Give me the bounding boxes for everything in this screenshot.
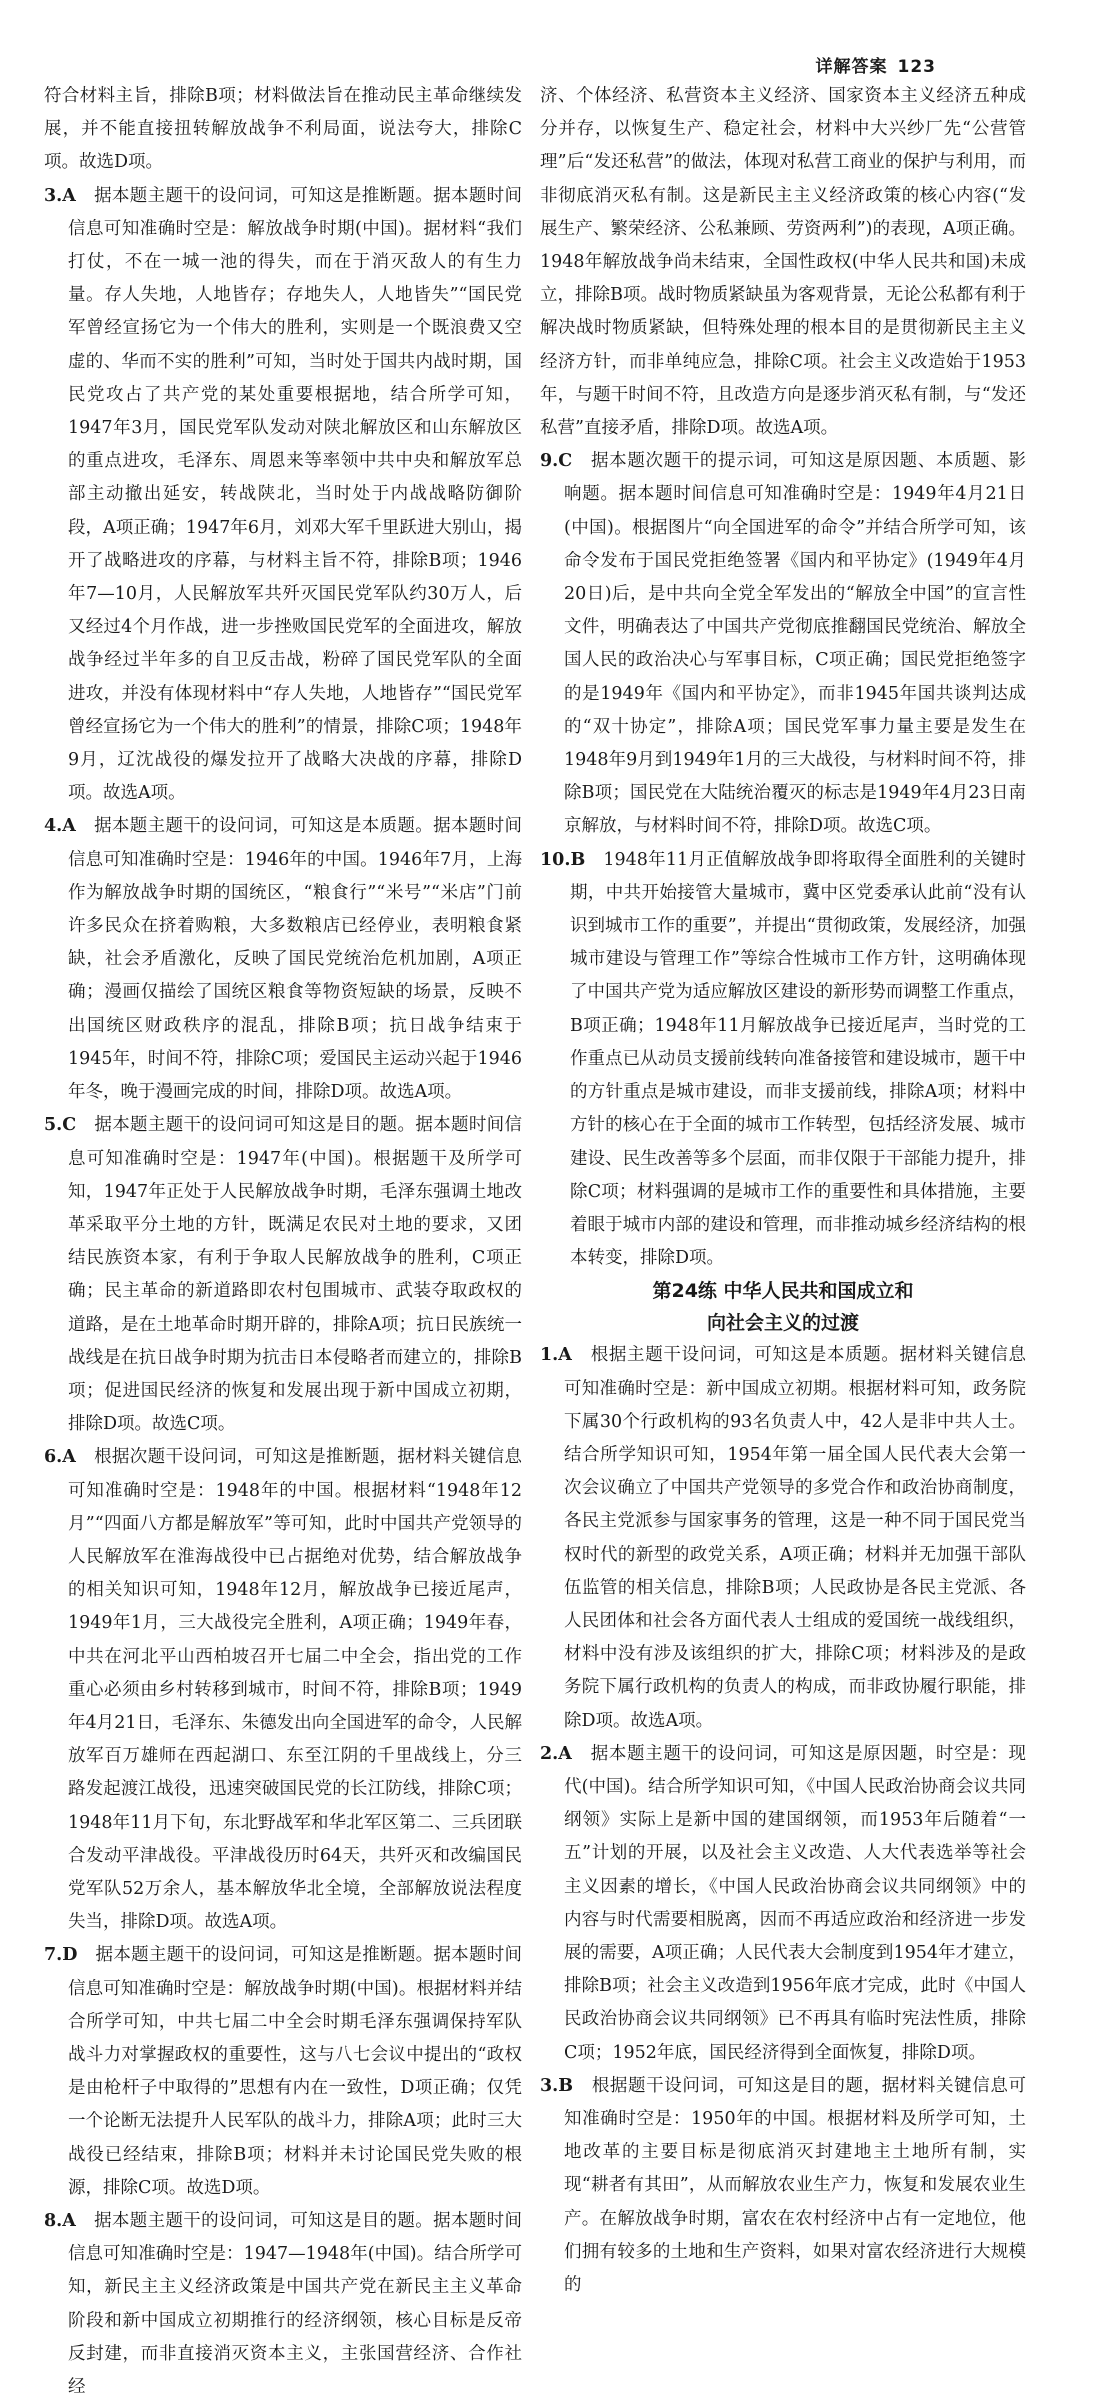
answer-number: 8.A: [44, 2211, 76, 2231]
continuation-paragraph: 济、个体经济、私营资本主义经济、国家资本主义经济五种成分并存，以恢复生产、稳定社会，材料中大兴纱厂先“公营管理”后“发还私营”的做法，体现对私营工商业的保护与利用，而非彻底消灭私有制。这是新民主主义经济政策的核心内容(“发展生产、繁荣经济、公私兼顾、劳资两利”)的表现，A项正确。1948年解放战争尚未结束，全国性政权(中华人民共和国)未成立，排除B项。战时物质紧缺虽为客观背景，无论公私都有利于解决战时物质紧缺，但特殊处理的根本目的是贯彻新民主主义经济方针，而非单纯应急，排除C项。社会主义改造始于1953年，与题干时间不符，且改造方向是逐步消灭私有制，与“发还私营”直接矛盾，排除D项。故选A项。: [540, 86, 1026, 439]
answer-item: [540, 2070, 1026, 2302]
page-header: [816, 52, 937, 77]
answer-item: [540, 1339, 1026, 1737]
answer-item: [540, 445, 1026, 843]
answer-text: 据本题主题干的设问词，可知这是本质题。据本题时间信息可知准确时空是：1946年的中国。1946年7月，上海作为解放战争时期的国统区，“粮食行”“米号”“米店”门前许多民众在挤着购粮，大多数粮店已经停业，表明粮食紧缺，社会矛盾激化，反映了国民党统治危机加剧，A项正确；漫画仅描绘了国统区粮食等物资短缺的场景，反映不出国统区财政秩序的混乱，排除B项；抗日战争结束于1945年，时间不符，排除C项；爱国民主运动兴起于1946年冬，晚于漫画完成的时间，排除D项。故选A项。: [68, 816, 523, 1103]
answer-item: [540, 844, 1026, 1276]
answer-item: [540, 1738, 1026, 2070]
section-title-line2: 向社会主义的过渡: [706, 1312, 859, 1335]
page-number: 123: [897, 57, 936, 77]
section-title-line1: 第24练 中华人民共和国成立和: [652, 1280, 914, 1303]
answer-text: 据本题主题干的设问词，可知这是推断题。据本题时间信息可知准确时空是：解放战争时期(中国)。根据材料并结合所学可知，中共七届二中全会时期毛泽东强调保持军队战斗力对掌握政权的重要性，这与八七会议中提出的“政权是由枪杆子中取得的”思想有内在一致性，D项正确；仅凭一个论断无法提升人民军队的战斗力，排除A项；此时三大战役已经结束，排除B项；材料并未讨论国民党失败的根源，排除C项。故选D项。: [68, 1945, 523, 2198]
answer-text: 据本题次题干的提示词，可知这是原因题、本质题、影响题。据本题时间信息可知准确时空是：1949年4月21日(中国)。根据图片“向全国进军的命令”并结合所学可知，该命令发布于国民党拒绝签署《国内和平协定》(1949年4月20日)后，是中共向全党全军发出的“解放全中国”的宣言性文件，明确表达了中国共产党彻底推翻国民党统治、解放全国人民的政治决心与军事目标，C项正确；国民党拒绝签字的是1949年《国内和平协定》，而非1945年国共谈判达成的“双十协定”，排除A项；国民党军事力量主要是发生在1948年9月到1949年1月的三大战役，与材料时间不符，排除B项；国民党在大陆统治覆灭的标志是1949年4月23日南京解放，与材料时间不符，排除D项。故选C项。: [564, 451, 1027, 837]
answer-item: [44, 1939, 522, 2205]
answer-item: [44, 810, 522, 1109]
header-title: 详解答案: [815, 57, 888, 77]
answer-text: 据本题主题干的设问词可知这是目的题。据本题时间信息可知准确时空是：1947年(中国)。根据题干及所学可知，1947年正处于人民解放战争时期，毛泽东强调土地改革采取平分土地的方针，既满足农民对土地的要求，又团结民族资本家，有利于争取人民解放战争的胜利，C项正确；民主革命的新道路即农村包围城市、武装夺取政权的道路，是在土地革命时期开辟的，排除A项；抗日民族统一战线是在抗日战争时期为抗击日本侵略者而建立的，排除B项；促进国民经济的恢复和发展出现于新中国成立初期，排除D项。故选C项。: [68, 1115, 523, 1435]
answer-text: 据本题主题干的设问词，可知这是推断题。据本题时间信息可知准确时空是：解放战争时期(中国)。据材料“我们打仗，不在一城一池的得失，而在于消灭敌人的有生力量。存人失地，人地皆存；存地失人，人地皆失”“国民党军曾经宣扬它为一个伟大的胜利，实则是一个既浪费又空虚的、华而不实的胜利”可知，当时处于国共内战时期，国民党攻占了共产党的某处重要根据地，结合所学可知，1947年3月，国民党军队发动对陕北解放区和山东解放区的重点进攻，毛泽东、周恩来等率领中共中央和解放军总部主动撤出延安，转战陕北，当时处于内战战略防御阶段，A项正确；1947年6月，刘邓大军千里跃进大别山，揭开了战略进攻的序幕，与材料主旨不符，排除B项；1946年7—10月，人民解放军共歼灭国民党军队约30万人，后又经过4个月作战，进一步挫败国民党军的全面进攻，解放战争经过半年多的自卫反击战，粉碎了国民党军队的全面进攻，并没有体现材料中“存人失地，人地皆存”“国民党军曾经宣扬它为一个伟大的胜利”的情景，排除C项；1948年9月，辽沈战役的爆发拉开了战略大决战的序幕，排除D项。故选A项。: [68, 185, 523, 804]
answer-text: 1948年11月正值解放战争即将取得全面胜利的关键时期，中共开始接管大量城市，冀中区党委承认此前“没有认识到城市工作的重要”，并提出“贯彻政策，发展经济，加强城市建设与管理工作”等综合性城市工作方针，这明确体现了中国共产党为适应解放区建设的新形势而调整工作重点，B项正确；1948年11月解放战争已接近尾声，当时党的工作重点已从动员支援前线转向准备接管和建设城市，题干中的方针重点是城市建设，而非支援前线，排除A项；材料中方针的核心在于全面的城市工作转型，包括经济发展、城市建设、民生改善等多个层面，而非仅限于干部能力提升，排除C项；材料强调的是城市工作的重要性和具体措施，主要着眼于城市内部的建设和管理，而非推动城乡经济结构的根本转变，排除D项。: [570, 849, 1026, 1269]
answer-number: 5.C: [44, 1115, 77, 1136]
left-column: [44, 80, 522, 2404]
answer-number: 4.A: [44, 816, 76, 837]
answer-text: 根据主题干设问词，可知这是本质题。据材料关键信息可知准确时空是：新中国成立初期。根据材料可知，政务院下属30个行政机构的93名负责人中，42人是非中共人士。结合所学知识可知，1954年第一届全国人民代表大会第一次会议确立了中国共产党领导的多党合作和政治协商制度，各民主党派参与国家事务的管理，这是一种不同于国民党当权时代的新型的政党关系，A项正确；材料并无加强干部队伍监管的相关信息，排除B项；人民政协是各民主党派、各人民团体和社会各方面代表人士组成的爱国统一战线组织，材料中没有涉及该组织的扩大，排除C项；材料涉及的是政务院下属行政机构的负责人的构成，而非政协履行职能，排除D项。故选A项。: [564, 1345, 1027, 1731]
answer-text: 根据题干设问词，可知这是目的题，据材料关键信息可知准确时空是：1950年的中国。根据材料及所学可知，土地改革的主要目标是彻底消灭封建地主土地所有制，实现“耕者有其田”，从而解放农业生产力，恢复和发展农业生产。在解放战争时期，富农在农村经济中占有一定地位，他们拥有较多的土地和生产资料，如果对富农经济进行大规模的: [564, 2075, 1027, 2295]
answer-item: [44, 180, 522, 811]
answer-number: 9.C: [540, 451, 573, 472]
answer-text: 据本题主题干的设问词，可知这是原因题，时空是：现代(中国)。结合所学知识可知，《中国人民政治协商会议共同纲领》实际上是新中国的建国纲领，而1953年后随着“一五”计划的开展，以及社会主义改造、人大代表选举等社会主义因素的增长，《中国人民政治协商会议共同纲领》中的内容与时代需要相脱离，因而不再适应政治和经济进一步发展的需要，A项正确；人民代表大会制度到1954年才建立，排除B项；社会主义改造到1956年底才完成，此时《中国人民政治协商会议共同纲领》已不再具有临时宪法性质，排除C项；1952年底，国民经济得到全面恢复，排除D项。: [564, 1743, 1027, 2063]
answer-text: 根据次题干设问词，可知这是推断题，据材料关键信息可知准确时空是：1948年的中国。根据材料“1948年12月”“四面八方都是解放军”等可知，此时中国共产党领导的人民解放军在淮海战役中已占据绝对优势，结合解放战争的相关知识可知，1948年12月，解放战争已接近尾声，1949年1月，三大战役完全胜利，A项正确；1949年春，中共在河北平山西柏坡召开七届二中全会，指出党的工作重心必须由乡村转移到城市，时间不符，排除B项；1949年4月21日，毛泽东、朱德发出向全国进军的命令，人民解放军百万雄师在西起湖口、东至江阴的千里战线上，分三路发起渡江战役，迅速突破国民党的长江防线，排除C项；1948年11月下旬，东北野战军和华北军区第二、三兵团联合发动平津战役。平津战役历时64天，共歼灭和改编国民党军队52万余人，基本解放华北全境，全部解放说法程度失当，排除D项。故选A项。: [68, 1447, 523, 1933]
answer-item: [44, 2205, 522, 2404]
answer-text: 据本题主题干的设问词，可知这是目的题。据本题时间信息可知准确时空是：1947—1948年(中国)。结合所学可知，新民主主义经济政策是中国共产党在新民主主义革命阶段和新中国成立初期推行的经济纲领，核心目标是反帝反封建，而非直接消灭资本主义，主张国营经济、合作社经: [68, 2211, 523, 2398]
answer-item: [44, 1109, 522, 1441]
answer-number: 2.A: [540, 1743, 572, 1764]
answer-number: 1.A: [540, 1345, 572, 1366]
answer-number: 3.B: [540, 2075, 574, 2096]
answer-number: 6.A: [44, 1447, 76, 1468]
answer-number: 7.D: [44, 1945, 78, 1966]
answer-number: 3.A: [44, 185, 76, 206]
answer-item: [44, 1441, 522, 1939]
right-column: [540, 80, 1026, 2302]
answer-number: 10.B: [540, 849, 586, 870]
intro-paragraph: 符合材料主旨，排除B项；材料做法旨在推动民主革命继续发展，并不能直接扭转解放战争不利局面，说法夸大，排除C项。故选D项。: [44, 86, 522, 173]
